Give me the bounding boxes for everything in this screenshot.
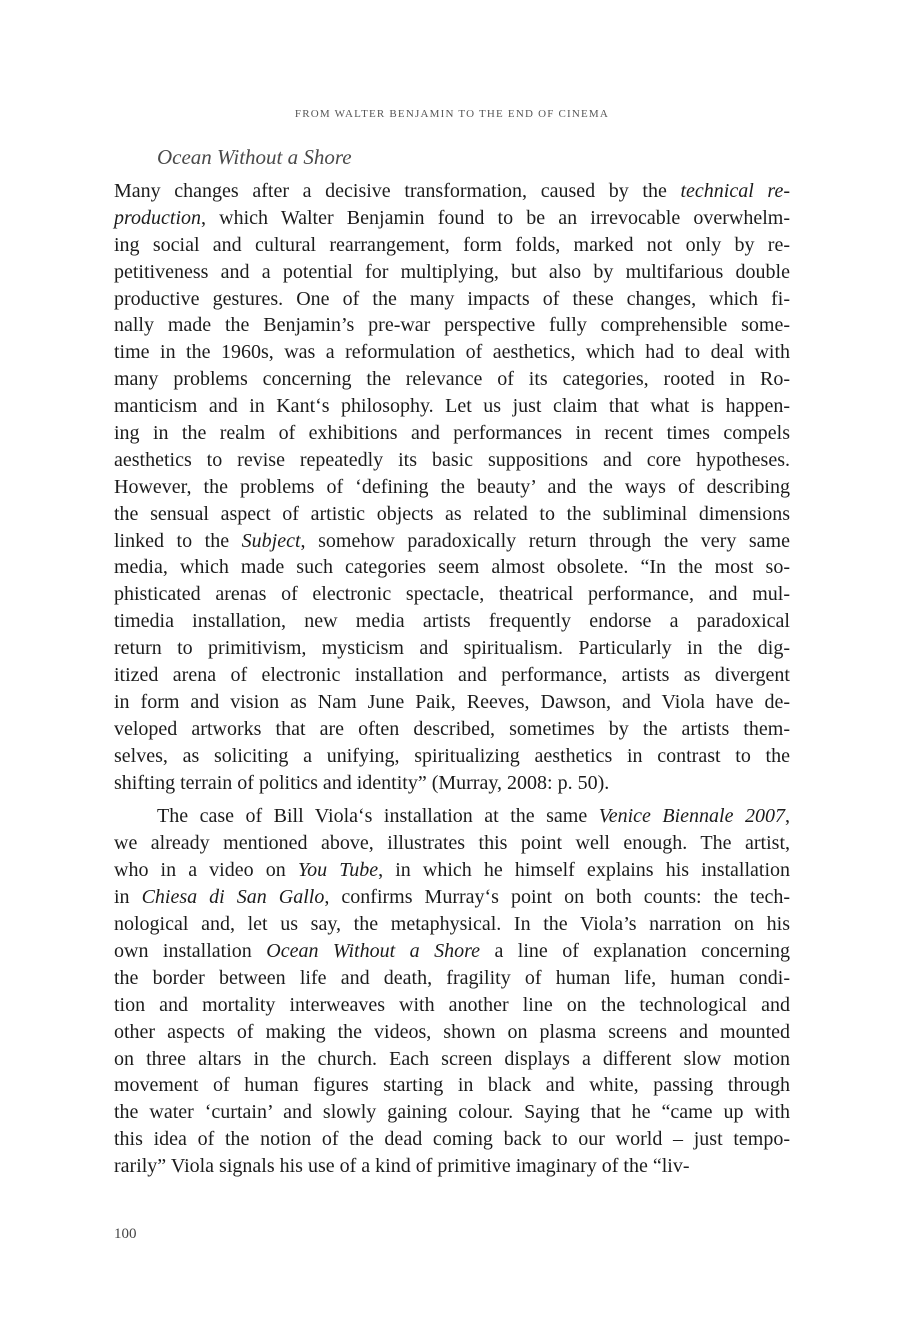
text-line (114, 1153, 790, 1180)
text-run: the sensual aspect of artistic objects as related to the subliminal dimensions (114, 502, 790, 525)
text-run: rarily” Viola signals his use of a kind of primitive imaginary of the “liv- (114, 1155, 690, 1178)
text-run: aesthetics to revise repeatedly its basic suppositions and core hypotheses. (114, 448, 790, 471)
text-line (114, 447, 790, 474)
text-line (114, 803, 790, 830)
text-run: , which Walter Benjamin found to be an irrevocable overwhelm- (201, 206, 790, 229)
text-run: linked to the (114, 529, 242, 552)
text-line (114, 312, 790, 339)
text-run: nological and, let us say, the metaphysical. In the Viola’s narration on his (114, 913, 790, 936)
text-line (114, 232, 790, 259)
text-run: veloped artworks that are often described, sometimes by the artists them- (114, 717, 790, 740)
section-title: Ocean Without a Shore (157, 145, 352, 169)
text-run: ing social and cultural rearrangement, form folds, marked not only by re- (114, 233, 790, 256)
text-line (114, 938, 790, 965)
text-run: on three altars in the church. Each screen displays a different slow motion (114, 1047, 790, 1070)
text-run: this idea of the notion of the dead coming back to our world – just tempo- (114, 1128, 790, 1151)
italic-text: technical re- (680, 180, 790, 202)
text-line (114, 554, 790, 581)
text-run: movement of human figures starting in black and white, passing through (114, 1074, 790, 1097)
text-line (114, 528, 790, 555)
text-run: productive gestures. One of the many impacts of these changes, which fi- (114, 287, 790, 310)
text-line (114, 1072, 790, 1099)
page-number: 100 (114, 1226, 137, 1242)
paragraph-gap (114, 796, 790, 803)
text-run: own installation (114, 939, 267, 962)
text-run: return to primitivism, mysticism and spiritualism. Particularly in the dig- (114, 637, 790, 660)
text-line (114, 474, 790, 501)
text-line (114, 716, 790, 743)
text-line (114, 992, 790, 1019)
text-run: The case of Bill Viola‘s installation at the same (157, 805, 599, 828)
text-line (114, 635, 790, 662)
text-run: shifting terrain of politics and identity” (Murray, 2008: p. 50). (114, 771, 610, 794)
text-run: a line of explanation concerning (479, 939, 790, 962)
text-line (114, 857, 790, 884)
text-run: media, which made such categories seem almost obsolete. “In the most so- (114, 556, 790, 579)
text-line (114, 830, 790, 857)
text-run: timedia installation, new media artists frequently endorse a paradoxical (114, 610, 790, 633)
text-run: , confirms Murray‘s point on both counts: the tech- (324, 886, 791, 909)
text-run: the water ‘curtain’ and slowly gaining colour. Saying that he “came up with (114, 1101, 790, 1124)
text-line (114, 770, 790, 797)
italic-text: Subject (241, 529, 301, 552)
text-line (114, 286, 790, 313)
text-line (114, 501, 790, 528)
text-line (114, 1126, 790, 1153)
running-head: FROM WALTER BENJAMIN TO THE END OF CINEMA (294, 108, 610, 120)
text-line (114, 884, 790, 911)
text-run: , in which he himself explains his installation (378, 859, 791, 882)
text-line (114, 1099, 790, 1126)
text-run: in form and vision as Nam June Paik, Reeves, Dawson, and Viola have de- (114, 690, 790, 713)
text-line (114, 608, 790, 635)
text-line (114, 366, 790, 393)
text-run: Many changes after a decisive transformation, caused by the (114, 180, 681, 202)
text-run: , somehow paradoxically return through the very same (300, 529, 790, 552)
text-line (114, 743, 790, 770)
text-line (114, 420, 790, 447)
italic-text: production (114, 206, 202, 229)
text-run: , (784, 805, 790, 828)
text-run: phisticated arenas of electronic spectacle, theatrical performance, and mul- (114, 583, 790, 606)
text-line (114, 689, 790, 716)
paragraph (114, 178, 790, 796)
text-line (114, 911, 790, 938)
text-line (114, 259, 790, 286)
text-run: manticism and in Kant‘s philosophy. Let us just claim that what is happen- (114, 395, 790, 418)
text-run: we already mentioned above, illustrates this point well enough. The artist, (114, 832, 790, 855)
italic-text: Venice Biennale 2007 (598, 805, 785, 828)
text-line (114, 393, 790, 420)
text-line (114, 965, 790, 992)
text-run: However, the problems of ‘defining the beauty’ and the ways of describing (114, 475, 790, 498)
text-run: ing in the realm of exhibitions and performances in recent times compels (114, 422, 790, 445)
text-run: petitiveness and a potential for multiplying, but also by multifarious double (114, 260, 790, 283)
text-run: tion and mortality interweaves with another line on the technological and (114, 993, 790, 1016)
text-run: itized arena of electronic installation and performance, artists as divergent (114, 664, 790, 687)
text-line (114, 339, 790, 366)
text-line (114, 1019, 790, 1046)
text-line (114, 662, 790, 689)
paragraph (114, 803, 790, 1179)
text-line (114, 581, 790, 608)
text-line (114, 205, 790, 232)
text-line (114, 178, 790, 205)
italic-text: You Tube (297, 859, 379, 882)
text-run: the border between life and death, fragility of human life, human condi- (114, 966, 790, 989)
text-run: in (114, 886, 142, 909)
text-run: selves, as soliciting a unifying, spiritualizing aesthetics in contrast to the (114, 744, 790, 767)
text-run: time in the 1960s, was a reformulation of aesthetics, which had to deal with (114, 341, 790, 364)
text-run: other aspects of making the videos, shown on plasma screens and mounted (114, 1020, 790, 1043)
text-line (114, 1046, 790, 1073)
body-text (114, 178, 790, 1180)
text-run: who in a video on (114, 859, 298, 882)
italic-text: Ocean Without a Shore (266, 939, 480, 962)
italic-text: Chiesa di San Gallo (141, 886, 325, 909)
text-run: nally made the Benjamin’s pre-war perspective fully comprehensible some- (114, 314, 790, 337)
text-run: many problems concerning the relevance of its categories, rooted in Ro- (114, 368, 790, 391)
